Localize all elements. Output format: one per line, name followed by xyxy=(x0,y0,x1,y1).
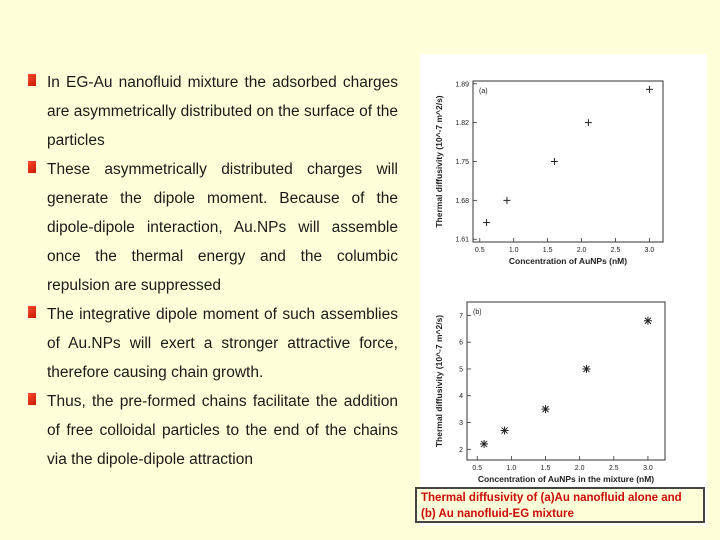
y-axis-title: Thermal diffusivity (10^-7 m^2/s) xyxy=(434,95,444,228)
x-tick-label: 2.5 xyxy=(608,465,619,472)
y-tick-label: 6 xyxy=(459,339,463,347)
x-tick-label: 0.5 xyxy=(474,247,485,254)
bullet-marker-icon xyxy=(28,74,36,86)
x-tick-label: 2.5 xyxy=(610,247,621,254)
figure-panel xyxy=(420,54,707,526)
y-tick-label: 1.61 xyxy=(455,236,469,244)
bullet-text: Thus, the pre-formed chains facilitate the addition of free colloidal particles to the end of the chains via the dipole-dipole attraction xyxy=(47,393,398,468)
x-axis-title: Concentration of AuNPs in the mixture (nM) xyxy=(477,474,655,484)
data-point xyxy=(542,405,550,413)
x-tick-label: 3.0 xyxy=(644,247,655,254)
data-point xyxy=(644,317,652,325)
data-point xyxy=(585,119,592,126)
panel-label: (b) xyxy=(473,309,482,316)
data-point xyxy=(483,219,490,226)
figure-caption: Thermal diffusivity of (a)Au nanofluid alone and (b) Au nanofluid-EG mixture xyxy=(415,487,705,523)
y-tick-label: 1.89 xyxy=(455,81,469,89)
panel-label: (a) xyxy=(479,88,488,95)
y-tick-label: 1.75 xyxy=(455,159,469,166)
x-tick-label: 2.0 xyxy=(576,247,587,254)
bullet-item xyxy=(28,300,398,387)
y-tick-label: 4 xyxy=(459,393,463,401)
chart-a xyxy=(420,54,707,284)
data-point xyxy=(582,365,590,373)
bullet-item xyxy=(28,155,398,300)
y-tick-label: 1.68 xyxy=(455,197,469,205)
y-tick-label: 1.82 xyxy=(455,120,469,128)
x-tick-label: 0.5 xyxy=(472,465,483,472)
x-tick-label: 3.0 xyxy=(643,465,653,472)
data-point xyxy=(646,86,653,93)
x-axis-title: Concentration of AuNPs (nM) xyxy=(508,256,628,266)
bullet-marker-icon xyxy=(28,393,36,405)
data-point xyxy=(501,427,509,435)
x-tick-label: 1.0 xyxy=(508,247,519,254)
y-tick-label: 5 xyxy=(459,366,463,374)
data-point xyxy=(503,197,510,204)
y-tick-label: 7 xyxy=(459,312,463,320)
x-tick-label: 2.0 xyxy=(574,465,585,472)
bullet-marker-icon xyxy=(28,161,36,173)
data-point xyxy=(480,440,488,448)
y-axis-title: Thermal diffusivity (10^-7 m^2/s) xyxy=(434,314,444,448)
x-tick-label: 1.5 xyxy=(540,465,551,472)
y-tick-label: 3 xyxy=(459,420,463,428)
x-tick-label: 1.5 xyxy=(542,247,553,254)
plot-frame xyxy=(467,302,665,460)
bullet-marker-icon xyxy=(28,306,36,318)
bullet-text: These asymmetrically distributed charges will generate the dipole moment. Because of the dipole-dipole interaction, Au.NPs will assemble once the thermal energy and the columbic repulsion are suppressed xyxy=(47,161,398,294)
bullet-text: In EG-Au nanofluid mixture the adsorbed charges are asymmetrically distributed on the surface of the particles xyxy=(47,74,398,149)
plot-frame xyxy=(473,81,663,242)
bullet-list xyxy=(28,68,398,474)
data-point xyxy=(551,158,558,165)
bullet-item xyxy=(28,387,398,474)
bullet-text: The integrative dipole moment of such assemblies of Au.NPs will exert a stronger attractive force, therefore causing chain growth. xyxy=(47,306,398,381)
x-tick-label: 1.0 xyxy=(506,465,517,472)
y-tick-label: 2 xyxy=(459,446,463,454)
bullet-item xyxy=(28,68,398,155)
